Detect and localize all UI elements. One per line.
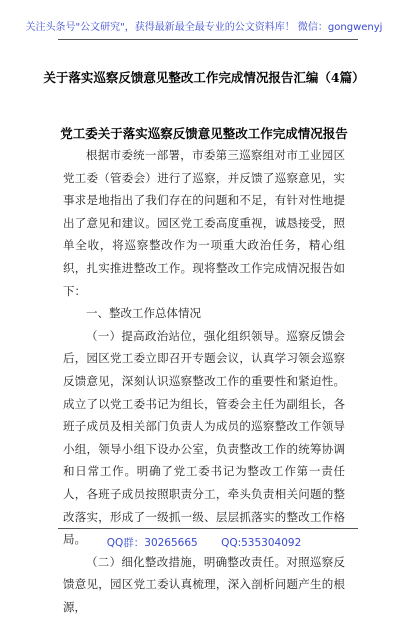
footer bbox=[0, 535, 408, 550]
paragraph-intro: 根据市委统一部署，市委第三巡察组对市工业园区党工委（管委会）进行了巡察，并反馈了巡察意见，实事求是地指出了我们存在的问题和不足，有针对性地提出了意见和建议。园区党工委高度重视，诚恳接受，照单全收，将巡察整改作为一项重大政治任务，精心组织，扎实推进整改工作。现将整改工作完成情况报告如下： bbox=[63, 148, 345, 298]
header-note: 关注头条号"公文研究"，获得最新最全最专业的公文资料库！ 微信：gongwenyj bbox=[25, 22, 383, 33]
document-title: 关于落实巡察反馈意见整改工作完成情况报告汇编（4篇） bbox=[43, 70, 365, 85]
section-title: 党工委关于落实巡察反馈意见整改工作完成情况报告 bbox=[60, 126, 348, 141]
paragraph-heading-1: 一、整改工作总体情况 bbox=[86, 306, 201, 321]
paragraph-item-2: （二）细化整改措施，明确整改责任。对照巡察反馈意见，园区党工委认真梳理，深入剖析问题产生的根源， bbox=[63, 554, 345, 614]
footer-qq-group: QQ群：30265665 bbox=[106, 537, 198, 549]
paragraph-item-1: （一）提高政治站位，强化组织领导。巡察反馈会后，园区党工委立即召开专题会议，认真学习领会巡察反馈意见，深刻认识巡察整改工作的重要性和紧迫性。成立了以党工委书记为组长，管委会主任为副组长，各班子成员及相关部门负责人为成员的巡察整改工作领导小组，领导小组下设办公室，负责整改工作的统筹协调和日常工作。明确了党工委书记为整改工作第一责任人，各班子成员按照职责分工，牵头负责相关问题的整改落实，形成了一级抓一级、层层抓落实的整改工作格局。 bbox=[63, 328, 345, 547]
footer-qq: QQ:535304092 bbox=[221, 537, 302, 549]
header-divider bbox=[58, 39, 358, 40]
footer-divider bbox=[58, 528, 358, 529]
